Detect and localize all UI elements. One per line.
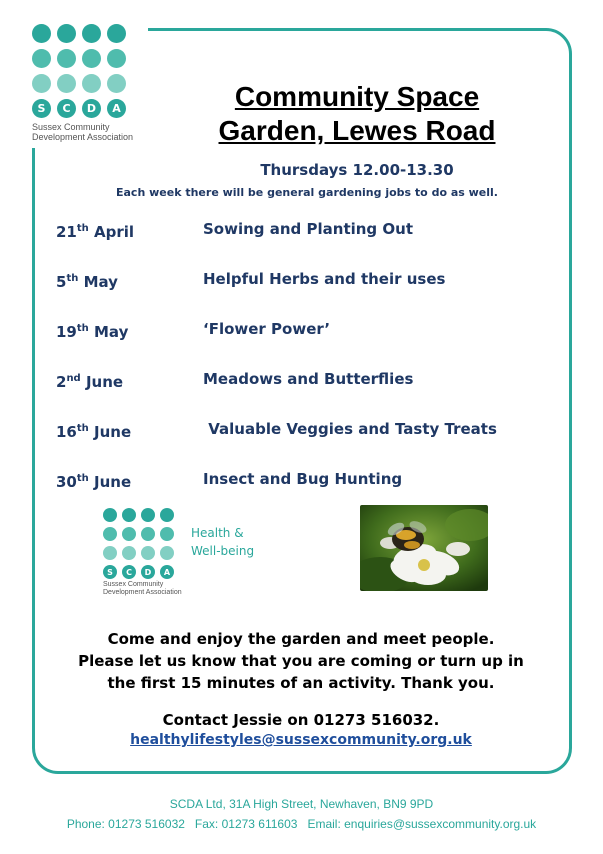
logo-dot — [107, 49, 126, 68]
schedule-time: Thursdays 12.00-13.30 — [260, 161, 454, 179]
session-row — [56, 268, 556, 318]
bee-photo-illustration — [360, 505, 488, 591]
logo-dot — [82, 24, 101, 43]
logo-dot — [160, 527, 174, 541]
session-date: 19th May — [56, 323, 129, 341]
session-topic: Valuable Veggies and Tasty Treats — [203, 420, 497, 438]
logo-dot — [103, 527, 117, 541]
logo-dot — [32, 24, 51, 43]
hw-line1: Health & — [191, 526, 244, 540]
footer-address: SCDA Ltd, 31A High Street, Newhaven, BN9 9PD — [169, 797, 434, 811]
logo-letter-a: A — [107, 99, 126, 118]
title-line2: Garden, Lewes Road — [218, 115, 496, 146]
logo-letter-s: S — [103, 565, 117, 579]
logo-letter-c: C — [57, 99, 76, 118]
invite-line2: Please let us know that you are coming or turn up in — [78, 652, 524, 670]
invite-line1: Come and enjoy the garden and meet people. — [107, 630, 495, 648]
logo-org-name — [32, 122, 144, 142]
logo-dot — [122, 546, 136, 560]
logo-dot — [141, 508, 155, 522]
logo-dot — [103, 508, 117, 522]
health-wellbeing-text — [191, 524, 271, 560]
logo-letter-d: D — [82, 99, 101, 118]
page-title — [150, 80, 564, 148]
logo-dot — [57, 24, 76, 43]
session-row — [56, 418, 556, 468]
session-date: 2nd June — [56, 373, 124, 391]
contact-block — [46, 710, 556, 750]
logo-dot — [103, 546, 117, 560]
contact-phone-text: Contact Jessie on 01273 516032. — [162, 711, 440, 729]
invite-line3: the first 15 minutes of an activity. Thank you. — [107, 674, 495, 692]
scda-logo — [30, 22, 148, 148]
page-footer — [0, 794, 603, 834]
footer-contacts: Phone: 01273 516032 Fax: 01273 611603 Email: enquiries@sussexcommunity.org.uk — [66, 817, 537, 831]
hw-dot-grid — [103, 508, 182, 579]
logo-dot — [160, 508, 174, 522]
logo-dot — [82, 49, 101, 68]
bee-on-flower-photo — [360, 505, 488, 591]
title-line1: Community Space — [234, 81, 480, 112]
logo-dot — [82, 74, 101, 93]
session-date: 5th May — [56, 273, 118, 291]
session-topic: ‘Flower Power’ — [203, 320, 331, 338]
session-date: 30th June — [56, 473, 132, 491]
invitation-text — [46, 628, 556, 694]
schedule-note: Each week there will be general gardening jobs to do as well. — [116, 186, 498, 199]
logo-org-line2: Development Association — [32, 132, 134, 142]
session-row — [56, 218, 556, 268]
logo-org-line1: Sussex Community — [32, 122, 110, 132]
session-date: 21th April — [56, 223, 135, 241]
logo-dot-grid — [32, 24, 144, 118]
logo-dot — [32, 74, 51, 93]
logo-dot — [107, 74, 126, 93]
hw-org-line2: Development Association — [103, 589, 182, 596]
logo-letter-s: S — [32, 99, 51, 118]
session-date: 16th June — [56, 423, 132, 441]
session-row — [56, 318, 556, 368]
logo-dot — [57, 74, 76, 93]
session-topic: Sowing and Planting Out — [203, 220, 413, 238]
logo-letter-c: C — [122, 565, 136, 579]
logo-dot — [141, 546, 155, 560]
hw-org-line1: Sussex Community — [103, 581, 164, 588]
session-list — [56, 218, 556, 518]
logo-dot — [141, 527, 155, 541]
logo-dot — [122, 527, 136, 541]
hw-line2: Well-being — [191, 544, 255, 558]
session-topic: Meadows and Butterflies — [203, 370, 414, 388]
logo-letter-d: D — [141, 565, 155, 579]
logo-dot — [160, 546, 174, 560]
logo-dot — [57, 49, 76, 68]
session-row — [56, 368, 556, 418]
logo-dot — [32, 49, 51, 68]
logo-letter-a: A — [160, 565, 174, 579]
logo-dot — [122, 508, 136, 522]
contact-email-link[interactable]: healthylifestyles@sussexcommunity.org.uk — [130, 732, 472, 748]
health-wellbeing-logo — [103, 508, 255, 597]
logo-dot — [107, 24, 126, 43]
session-topic: Insect and Bug Hunting — [203, 470, 403, 488]
hw-org-name — [103, 581, 182, 597]
session-topic: Helpful Herbs and their uses — [203, 270, 446, 288]
